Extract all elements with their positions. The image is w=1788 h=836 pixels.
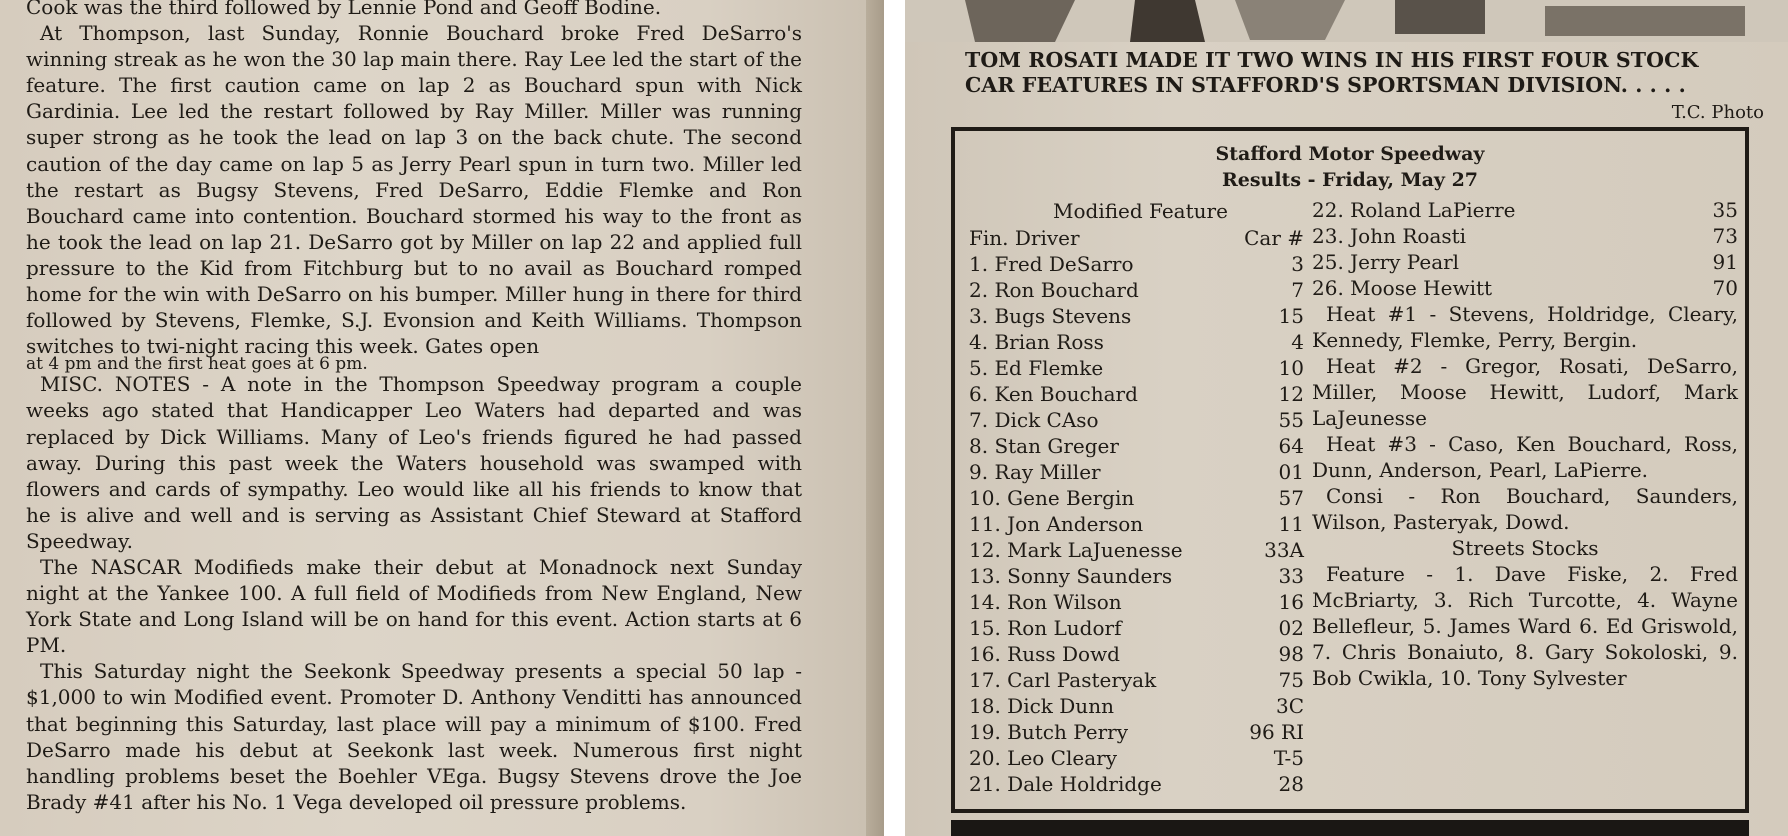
heat-2-results: Heat #2 - Gregor, Rosati, DeSarro, Miller, Moose Hewitt, Ludorf, Mark LaJeunesse xyxy=(1312,354,1738,430)
header-car: Car # xyxy=(1244,226,1304,250)
result-row xyxy=(969,615,1304,641)
result-driver: 15. Ron Ludorf xyxy=(969,616,1122,640)
result-row xyxy=(969,771,1304,797)
result-row xyxy=(969,745,1304,771)
result-row xyxy=(1312,223,1738,249)
page-fold xyxy=(866,0,884,836)
article-paragraph: MISC. NOTES - A note in the Thompson Speedway program a couple weeks ago stated that Handicapper Leo Waters had departed and was replaced by Dick Williams. Many of Leo's friends figured he had passed away. During this past week the Waters household was swamped with flowers and cards of sympathy. Leo would like all his friends to know that he is alive and well and is serving as Assistant Chief Steward at Stafford Speedway. xyxy=(26,372,802,553)
photo-caption: TOM ROSATI MADE IT TWO WINS IN HIS FIRST FOUR STOCK CAR FEATURES IN STAFFORD'S SPORTSMAN DIVISION. . . . . xyxy=(965,48,1699,97)
photo-fragment xyxy=(905,0,1788,42)
result-row xyxy=(969,303,1304,329)
result-car: 33A xyxy=(1264,538,1304,562)
results-right-list xyxy=(1312,197,1738,691)
result-car: 96 RI xyxy=(1249,720,1304,744)
result-car: 64 xyxy=(1278,434,1304,458)
result-driver: 3. Bugs Stevens xyxy=(969,304,1132,328)
article-paragraph: at 4 pm and the first heat goes at 6 pm. xyxy=(26,354,368,375)
result-car: 70 xyxy=(1712,276,1738,300)
result-driver: 1. Fred DeSarro xyxy=(969,252,1134,276)
article-paragraph: The NASCAR Modifieds make their debut at Monadnock next Sunday night at the Yankee 100. A full field of Modifieds from New England, New York State and Long Island will be on hand for this event. Action starts at 6 PM. xyxy=(26,554,802,658)
result-driver: 2. Ron Bouchard xyxy=(969,278,1139,302)
result-driver: 16. Russ Dowd xyxy=(969,642,1120,666)
result-car: 4 xyxy=(1291,330,1304,354)
streets-stocks-title: Streets Stocks xyxy=(1451,536,1599,560)
result-car: 98 xyxy=(1278,642,1304,666)
result-car: 57 xyxy=(1278,486,1304,510)
article-paragraph: This Saturday night the Seekonk Speedway presents a special 50 lap - $1,000 to win Modified event. Promoter D. Anthony Venditti has announced that beginning this Saturday, last place will pay a minimum of $100. Fred DeSarro made his debut at Seekonk last week. Numerous first night handling problems beset the Boehler VEga. Bugsy Stevens drove the Joe Brady #41 after his No. 1 Vega developed oil pressure problems. xyxy=(26,659,802,814)
article-paragraph: At Thompson, last Sunday, Ronnie Bouchard broke Fred DeSarro's winning streak as he won the 30 lap main there. Ray Lee led the start of the feature. The first caution came on lap 2 as Bouchard spun with Nick Gardinia. Lee led the restart followed by Ray Miller. Miller was running super strong as he took the lead on lap 3 on the back chute. The second caution of the day came on lap 5 as Jerry Pearl spun in turn two. Miller led the restart as Bugsy Stevens, Fred DeSarro, Eddie Flemke and Ron Bouchard came into contention. Bouchard stormed his way to the front as he took the lead on lap 21. DeSarro got by Miller on lap 22 and applied full pressure to the Kid from Fitchburg but to no avail as Bouchard romped home for the win with DeSarro on his bumper. Miller hung in there for third followed by Stevens, Flemke, S.J. Evonsion and Keith Williams. Thompson switches to twi-night racing this week. Gates open xyxy=(26,21,802,359)
result-driver: 19. Butch Perry xyxy=(969,720,1129,744)
result-driver: 17. Carl Pasteryak xyxy=(969,668,1157,692)
result-driver: 20. Leo Cleary xyxy=(969,746,1117,770)
result-row xyxy=(969,641,1304,667)
header-driver: Fin. Driver xyxy=(969,226,1080,250)
result-car: 16 xyxy=(1278,590,1304,614)
result-driver: 18. Dick Dunn xyxy=(969,694,1114,718)
result-row xyxy=(969,485,1304,511)
bottom-rule xyxy=(951,820,1749,836)
result-row xyxy=(1312,197,1738,223)
result-row xyxy=(1312,249,1738,275)
result-row xyxy=(969,251,1304,277)
result-car: 91 xyxy=(1712,250,1738,274)
result-driver: 4. Brian Ross xyxy=(969,330,1104,354)
result-car: 28 xyxy=(1278,772,1304,796)
result-driver: 14. Ron Wilson xyxy=(969,590,1122,614)
results-subtitle: Results - Friday, May 27 xyxy=(1221,169,1479,191)
result-row xyxy=(969,433,1304,459)
result-driver: 23. John Roasti xyxy=(1312,224,1467,248)
result-driver: 13. Sonny Saunders xyxy=(969,564,1173,588)
left-newspaper-column xyxy=(0,0,884,836)
result-driver: 9. Ray Miller xyxy=(969,460,1101,484)
result-row xyxy=(969,329,1304,355)
result-driver: 21. Dale Holdridge xyxy=(969,772,1162,796)
result-car: 11 xyxy=(1278,512,1304,536)
left-article-text xyxy=(26,0,802,815)
result-row xyxy=(969,407,1304,433)
right-newspaper-column xyxy=(905,0,1788,836)
result-car: 10 xyxy=(1278,356,1304,380)
result-driver: 26. Moose Hewitt xyxy=(1312,276,1493,300)
result-row xyxy=(969,693,1304,719)
result-car: 33 xyxy=(1278,564,1304,588)
result-driver: 8. Stan Greger xyxy=(969,434,1119,458)
streets-stocks-feature: Feature - 1. Dave Fiske, 2. Fred McBriarty, 3. Rich Turcotte, 4. Wayne Bellefleur, 5. James Ward 6. Ed Griswold, 7. Chris Bonaiuto, 8. Gary Sokoloski, 9. Bob Cwikla, 10. Tony Sylvester xyxy=(1312,562,1738,690)
result-car: 3C xyxy=(1275,694,1304,718)
result-car: 3 xyxy=(1291,252,1304,276)
result-row xyxy=(969,719,1304,745)
photo-credit: T.C. Photo xyxy=(1671,102,1764,123)
results-title: Stafford Motor Speedway xyxy=(1215,143,1485,165)
result-driver: 6. Ken Bouchard xyxy=(969,382,1138,406)
result-row xyxy=(969,355,1304,381)
result-car: 55 xyxy=(1278,408,1304,432)
result-driver: 10. Gene Bergin xyxy=(969,486,1135,510)
article-paragraph: Cook was the third followed by Lennie Pond and Geoff Bodine. xyxy=(26,0,662,19)
heat-1-results: Heat #1 - Stevens, Holdridge, Cleary, Kennedy, Flemke, Perry, Bergin. xyxy=(1312,302,1738,352)
result-row xyxy=(1312,275,1738,301)
result-row xyxy=(969,381,1304,407)
result-car: 73 xyxy=(1712,224,1738,248)
results-box xyxy=(951,127,1749,813)
result-car: 02 xyxy=(1278,616,1304,640)
result-driver: 5. Ed Flemke xyxy=(969,356,1104,380)
result-driver: 22. Roland LaPierre xyxy=(1312,198,1516,222)
result-driver: 12. Mark LaJuenesse xyxy=(969,538,1183,562)
result-row xyxy=(969,537,1304,563)
result-row xyxy=(969,563,1304,589)
result-car: 12 xyxy=(1278,382,1304,406)
results-heading xyxy=(955,141,1745,193)
result-car: 01 xyxy=(1278,460,1304,484)
result-car: T-5 xyxy=(1273,746,1304,770)
result-row xyxy=(969,459,1304,485)
consi-results: Consi - Ron Bouchard, Saunders, Wilson, Pasteryak, Dowd. xyxy=(1312,484,1738,534)
result-car: 7 xyxy=(1291,278,1304,302)
result-row xyxy=(969,589,1304,615)
result-car: 75 xyxy=(1278,668,1304,692)
result-row xyxy=(969,511,1304,537)
results-category: Modified Feature xyxy=(1053,199,1228,223)
result-car: 15 xyxy=(1278,304,1304,328)
result-car: 35 xyxy=(1712,198,1738,222)
heat-3-results: Heat #3 - Caso, Ken Bouchard, Ross, Dunn, Anderson, Pearl, LaPierre. xyxy=(1312,432,1738,482)
result-row xyxy=(969,277,1304,303)
result-driver: 11. Jon Anderson xyxy=(969,512,1144,536)
results-header-row xyxy=(969,225,1304,251)
result-row xyxy=(969,667,1304,693)
result-driver: 25. Jerry Pearl xyxy=(1312,250,1460,274)
result-driver: 7. Dick CAso xyxy=(969,408,1099,432)
